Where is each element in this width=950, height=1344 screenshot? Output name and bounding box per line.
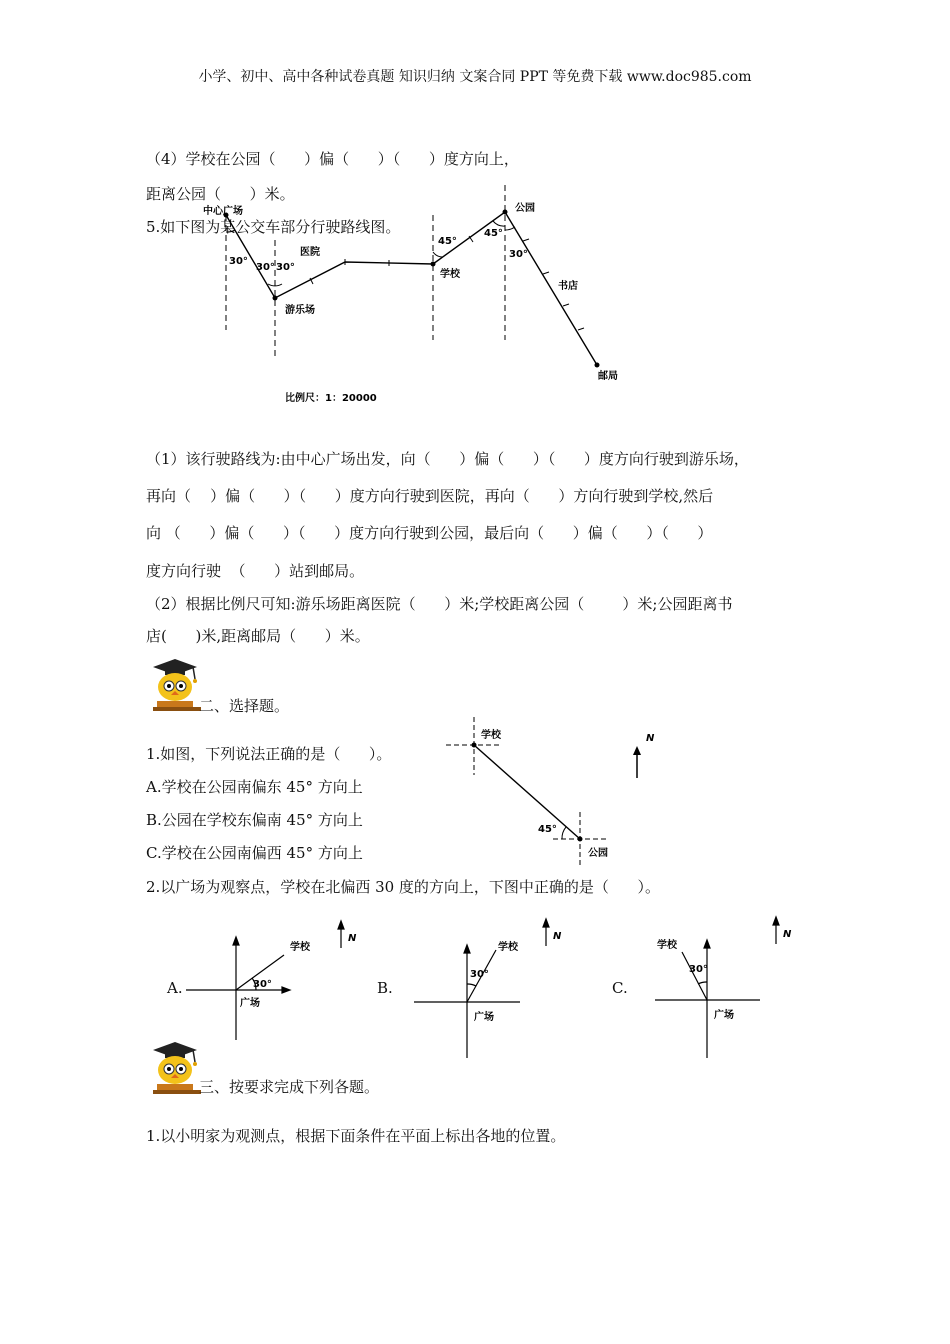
p1-line-4: 度方向行驶 （ ）站到邮局。 [146, 562, 365, 580]
c2-question: 2.以广场为观察点，学校在北偏西 30 度的方向上，下图中正确的是（ ）。 [146, 878, 661, 896]
fig-b-north: N [553, 931, 562, 942]
fig-b-square: 广场 [474, 1012, 494, 1023]
fig-c-square: 广场 [714, 1010, 734, 1021]
map-angle-2: 30° [256, 262, 275, 273]
page-header: 小学、初中、高中各种试卷真题 知识归纳 文案合同 PPT 等免费下载 www.doc985.com [198, 69, 752, 85]
section-3-title: 三、按要求完成下列各题。 [199, 1078, 380, 1096]
map-angle-1: 30° [229, 256, 248, 267]
c1-option-a: A.学校在公园南偏东 45° 方向上 [146, 778, 363, 796]
fig1-north: N [646, 733, 655, 744]
map-label-school: 学校 [440, 269, 460, 280]
c1-option-b: B.公园在学校东偏南 45° 方向上 [146, 811, 363, 829]
fig1-park: 公园 [588, 848, 608, 859]
fig1-angle: 45° [538, 824, 557, 835]
p1-line-2: 再向（ ）偏（ ）（ ）度方向行驶到医院，再向（ ）方向行驶到学校,然后 [146, 487, 714, 505]
map-label-center: 中心广场 [203, 206, 243, 217]
fig-c-angle: 30° [689, 964, 708, 975]
q4-line-2: 距离公园（ ）米。 [146, 185, 295, 203]
map-angle-6: 30° [509, 249, 528, 260]
fig1-school: 学校 [481, 730, 501, 741]
option-b-label: B. [377, 979, 393, 997]
map-label-hospital: 医院 [300, 247, 320, 258]
map-label-park: 公园 [515, 203, 535, 214]
mascot-icon [145, 1038, 201, 1098]
c1-option-c: C.学校在公园南偏西 45° 方向上 [146, 844, 363, 862]
q4-line-1: （4）学校在公园（ ）偏（ ）（ ）度方向上， [146, 150, 519, 168]
fig-a-angle: 30° [253, 979, 272, 990]
option-a-label: A. [167, 979, 183, 997]
fig-b-school: 学校 [498, 942, 518, 953]
fig-a-square: 广场 [240, 998, 260, 1009]
map-label-amusement: 游乐场 [285, 305, 315, 316]
option-c-label: C. [612, 979, 628, 997]
fig-c-north: N [783, 929, 792, 940]
p1-line-1: （1）该行驶路线为:由中心广场出发，向（ ）偏（ ）（ ）度方向行驶到游乐场， [146, 450, 749, 468]
map-angle-3: 30° [276, 262, 295, 273]
p2-line-2: 店( )米,距离邮局（ ）米。 [146, 627, 370, 645]
fig-a-north: N [348, 933, 357, 944]
c1-question: 1.如图，下列说法正确的是（ ）。 [146, 745, 392, 763]
map-label-post: 邮局 [598, 371, 618, 382]
p1-line-3: 向 （ ）偏（ ）（ ）度方向行驶到公园，最后向（ ）偏（ ）（ ） [146, 524, 713, 542]
map-angle-5: 45° [484, 228, 503, 239]
p2-line-1: （2）根据比例尺可知:游乐场距离医院（ ）米;学校距离公园（ ）米;公园距离书 [146, 595, 733, 613]
section-2-title: 二、选择题。 [199, 697, 290, 715]
map-label-bookstore: 书店 [558, 281, 578, 292]
map-scale: 比例尺：1：20000 [285, 393, 377, 404]
map-angle-4: 45° [438, 236, 457, 247]
q5-title: 5.如下图为某公交车部分行驶路线图。 [146, 218, 401, 236]
fig-b-angle: 30° [470, 969, 489, 980]
fig-a-school: 学校 [290, 942, 310, 953]
fig-c-school: 学校 [657, 940, 677, 951]
s1-question: 1.以小明家为观测点，根据下面条件在平面上标出各地的位置。 [146, 1127, 566, 1145]
